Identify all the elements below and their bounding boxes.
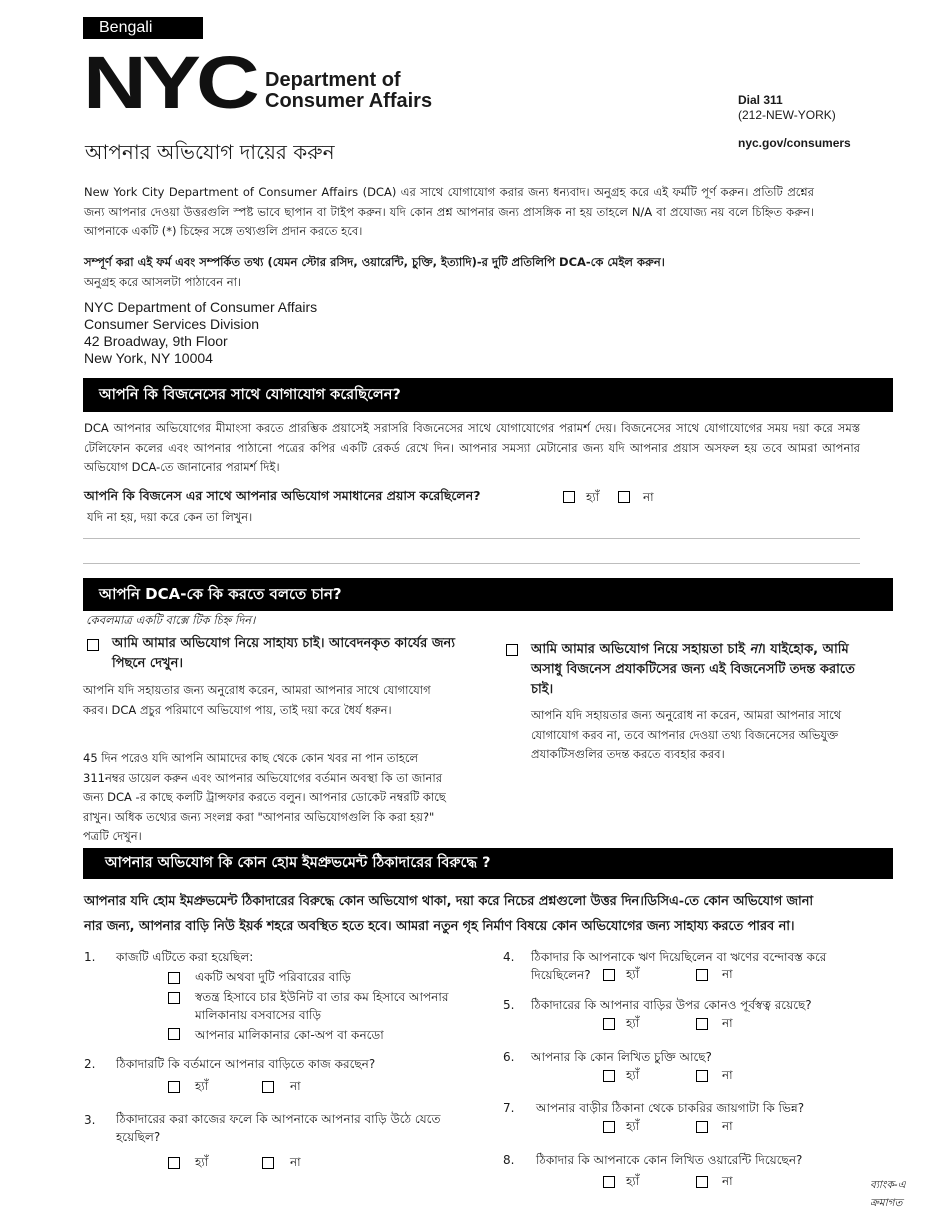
question-3-text: ঠিকাদারের করা কাজের ফলে কি আপনাকে আপনার বাড়ি উঠে যেতে হয়েছিল? — [116, 1112, 441, 1144]
q5-yes-checkbox[interactable] — [603, 1018, 615, 1030]
q5-yes-label: হ্যাঁ — [626, 1016, 640, 1030]
question-5-number: 5. — [503, 998, 515, 1012]
q1-option-1-label: একটি অথবা দুটি পরিবারের বাড়ি — [195, 970, 351, 984]
request-help-description: আপনি যদি সহায়তার জন্য অনুরোধ করেন, আমরা আপনার সাথে যোগাযোগ করব। DCA প্রচুর পরিমাণে অভিযোগ পায়, তাই দয়া করে ধৈর্য ধরুন। — [83, 683, 431, 717]
mail-instructions: সম্পূর্ণ করা এই ফর্ম এবং সম্পর্কিত তথ্য (যেমন স্টোর রসিদ, ওয়ারেন্টি, চুক্তি, ইত্যাদি)-র দুটি প্রতিলিপি DCA-কে মেইল করুন। অনুগ্রহ করে আসলটা পাঠাবেন না। — [84, 255, 665, 289]
q4-no-label: না — [722, 967, 733, 981]
q6-yes-checkbox[interactable] — [603, 1070, 615, 1082]
q4-yes-label: হ্যাঁ — [626, 967, 640, 981]
q6-no-checkbox[interactable] — [696, 1070, 708, 1082]
q2-yes-checkbox[interactable] — [168, 1081, 180, 1093]
dial-311: Dial 311 (212-NEW-YORK) — [738, 93, 836, 122]
investigate-only-description: আপনি যদি সহায়তার জন্য অনুরোধ না করেন, আমরা আপনার সাথে যোগাযোগ করব না, তবে আপনার দেওয়া তথ্য বিজনেসের অভিযুক্ত প্রযাকটিসগুলির তদন্ত করতে ব্যবহার করব। — [531, 708, 842, 761]
q7-no-checkbox[interactable] — [696, 1121, 708, 1133]
q6-no-label: না — [722, 1068, 733, 1082]
q2-no-label: না — [290, 1079, 301, 1093]
section-home-improvement-heading: আপনার অভিযোগ কি কোন হোম ইমপ্রুভমেন্ট ঠিকাদারের বিরুদ্ধে ? — [83, 848, 893, 879]
question-3-number: 3. — [84, 1113, 96, 1127]
intro-paragraph: New York City Department of Consumer Affairs (DCA) এর সাথে যোগাযোগ করার জন্য ধন্যবাদ। অনুগ্রহ করে এই ফর্মটি পূর্ণ করুন। প্রতিটি প্রশ্নের জন্য আপনার দেওয়া উত্তরগুলি স্পষ্ট ভাবে ছাপান বা টাইপ করুন। যদি কোন প্রশ্ন আপনার জন্য প্রাসঙ্গিক না হয় তাহলে N/A বা প্রযোজ্য নয় বলে চিহ্নিত করুন। আপনাকে একটি (*) চিহ্নের সঙ্গে তথ্যগুলি প্রদান করতে হবে। — [84, 185, 814, 238]
q3-yes-label: হ্যাঁ — [195, 1155, 209, 1169]
svg-text:NYC: NYC — [83, 50, 259, 116]
q2-yes-label: হ্যাঁ — [195, 1079, 209, 1093]
question-1-number: 1. — [84, 950, 96, 964]
reason-line-1[interactable] — [83, 538, 860, 539]
question-7-text: আপনার বাড়ীর ঠিকানা থেকে চাকরির জায়গাটা কি ভিন্ন? — [536, 1101, 805, 1115]
question-8-text: ঠিকাদার কি আপনাকে কোন লিখিত ওয়ারেন্টি দিয়েছেন? — [536, 1153, 803, 1167]
q3-no-label: না — [290, 1155, 301, 1169]
q1-option-2-checkbox[interactable] — [168, 992, 180, 1004]
question-2-number: 2. — [84, 1057, 96, 1071]
q1-option-2-label: স্বতন্ত্র হিসাবে চার ইউনিট বা তার কম হিসাবে আপনার মালিকানায় বসবাসের বাড়ি — [195, 990, 449, 1022]
question-8-number: 8. — [503, 1153, 515, 1167]
question-1-text: কাজটি এটিতে করা হয়েছিল: — [116, 950, 254, 964]
resolve-attempt-yes-checkbox[interactable] — [563, 491, 575, 503]
q4-no-checkbox[interactable] — [696, 969, 708, 981]
question-6-number: 6. — [503, 1050, 515, 1064]
investigate-only-checkbox[interactable] — [506, 644, 518, 656]
resolve-attempt-no-checkbox[interactable] — [618, 491, 630, 503]
page-title: আপনার অভিযোগ দায়ের করুন — [85, 140, 335, 164]
q8-no-label: না — [722, 1174, 733, 1188]
q3-yes-checkbox[interactable] — [168, 1157, 180, 1169]
section-dca-request-heading: আপনি DCA-কে কি করতে বলতে চান? — [83, 578, 893, 611]
website-link[interactable]: nyc.gov/consumers — [738, 136, 851, 150]
request-help-checkbox[interactable] — [87, 639, 99, 651]
q7-no-label: না — [722, 1119, 733, 1133]
q8-yes-checkbox[interactable] — [603, 1176, 615, 1188]
reason-prompt: যদি না হয়, দয়া করে কেন তা লিখুন। — [87, 510, 253, 524]
reason-line-2[interactable] — [83, 563, 860, 564]
section-contacted-business-heading: আপনি কি বিজনেসের সাথে যোগাযোগ করেছিলেন? — [83, 378, 893, 412]
q7-yes-checkbox[interactable] — [603, 1121, 615, 1133]
department-name: Department of Consumer Affairs — [265, 69, 433, 112]
q1-option-1-checkbox[interactable] — [168, 972, 180, 984]
q1-option-3-label: আপনার মালিকানার কো-অপ বা কনডো — [195, 1028, 384, 1042]
question-6-text: আপনার কি কোন লিখিত চুক্তি আছে? — [531, 1050, 712, 1064]
request-help-option: আমি আমার অভিযোগ নিয়ে সাহায্য চাই। আবেদনকৃত কার্যের জন্য পিছনে দেখুন। — [112, 636, 456, 671]
continued-on-back-note: ব্যাংক-এ ক্রমাগত — [870, 1179, 906, 1209]
q1-option-3-checkbox[interactable] — [168, 1028, 180, 1040]
no-label: না — [643, 490, 654, 504]
q8-no-checkbox[interactable] — [696, 1176, 708, 1188]
question-7-number: 7. — [503, 1101, 515, 1115]
question-5-text: ঠিকাদারের কি আপনার বাড়ির উপর কোনও পূর্বস্বত্ব রয়েছে? — [531, 998, 812, 1012]
yes-label: হ্যাঁ — [586, 490, 600, 504]
q5-no-checkbox[interactable] — [696, 1018, 708, 1030]
investigate-only-option: আমি আমার অভিযোগ নিয়ে সহায়তা চাই না। যাইহোক, আমি অসাধু বিজনেস প্রযাকটিসের জন্য এই বিজনেসটি তদন্ত করাতে চাই। — [531, 642, 855, 697]
mailing-address: NYC Department of Consumer Affairs Consumer Services Division 42 Broadway, 9th Floor New York, NY 10004 — [84, 299, 318, 366]
q5-no-label: না — [722, 1016, 733, 1030]
follow-up-instructions: 45 দিন পরেও যদি আপনি আমাদের কাছ থেকে কোন খবর না পান তাহলে 311নম্বর ডায়েল করুন এবং আপনার অভিযোগের বর্তমান অবস্থা কি তা জানার জন্য DCA -র কাছে কলটি ট্রান্সফার করতে বলুন। আপনার ডোকেট নম্বরটি কাছে রাখুন। অধিক তথ্যের জন্য সংলগ্ন করা "আপনার অভিযোগগুলি কি করা হয়?" পত্রটি দেখুন। — [83, 751, 446, 843]
q3-no-checkbox[interactable] — [262, 1157, 274, 1169]
q6-yes-label: হ্যাঁ — [626, 1068, 640, 1082]
home-improvement-intro: আপনার যদি হোম ইমপ্রুভমেন্ট ঠিকাদারের বিরুদ্ধে কোন অভিযোগ থাকা, দয়া করে নিচের প্রশ্নগুলো উত্তর দিন।ডিসিএ-তে কোন অভিযোগ জানা নার জন্য, আপনার বাড়ি নিউ ইয়র্ক শহরে অবস্থিত হতে হবে। আমরা নতুন গৃহ নির্মাণ বিষয়ে কোন অভিযোগের জন্য সাহায্য করতে পারব না। — [84, 894, 814, 934]
q4-yes-checkbox[interactable] — [603, 969, 615, 981]
q2-no-checkbox[interactable] — [262, 1081, 274, 1093]
check-one-note: কেবলমাত্র একটি বাক্সে টিক চিহ্ন দিন। — [86, 613, 256, 627]
question-2-text: ঠিকাদারটি কি বর্তমানে আপনার বাড়িতে কাজ করছেন? — [116, 1057, 376, 1071]
question-4-number: 4. — [503, 950, 515, 964]
q8-yes-label: হ্যাঁ — [626, 1174, 640, 1188]
contact-business-paragraph: DCA আপনার অভিযোগের মীমাংসা করতে প্রারম্ভিক প্রয়াসেই সরাসরি বিজনেসের সাথে যোগাযোগের পরামর্শ দেয়। বিজনেসের সাথে যোগাযোগের সময় দয়া করে সমস্ত টেলিফোন কলের এবং আপনার পাঠানো পত্রের কপির একটি রেকর্ড রেখে দিন। আপনার সমস্যা মেটানোর জন্য যদি আপনার প্রয়াস অসফল হয় তবে আমরা আপনার অভিযোগ DCA-তে জানানোর পরামর্শ দিই। — [84, 421, 860, 474]
question-4-text: ঠিকাদার কি আপনাকে ঋণ দিয়েছিলেন বা ঋণের বন্দোবস্ত করে দিয়েছিলেন? — [531, 950, 827, 982]
q7-yes-label: হ্যাঁ — [626, 1119, 640, 1133]
resolve-attempt-question: আপনি কি বিজনেস এর সাথে আপনার অভিযোগ সমাধানের প্রয়াস করেছিলেন? — [84, 488, 481, 503]
language-tag: Bengali — [83, 17, 203, 39]
